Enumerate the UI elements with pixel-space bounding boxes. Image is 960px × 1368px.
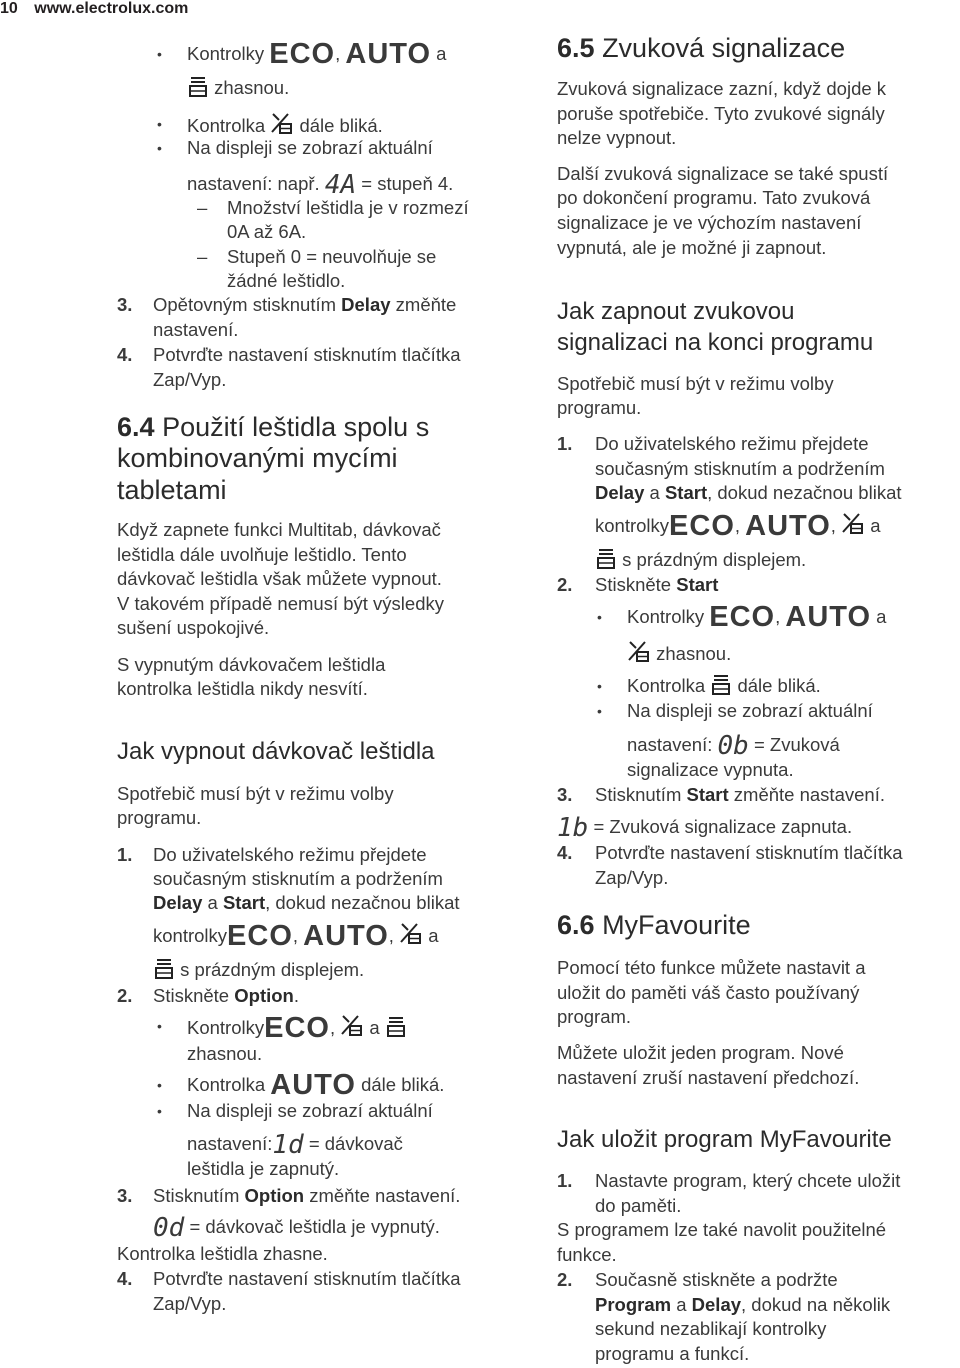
step-1-cont: s prázdným displejem.	[153, 958, 364, 983]
eco-icon: ECO	[269, 38, 336, 70]
paragraph: Zvuková signalizace zazní, když dojde k	[557, 78, 887, 99]
list-item: • Kontrolka dále bliká.	[627, 674, 821, 699]
paragraph: S programem lze také navolit použitelné	[557, 1219, 887, 1240]
list-item: zhasnou.	[627, 640, 731, 667]
section-heading-6-6: 6.6 MyFavourite	[557, 910, 751, 940]
list-item: – Množství leštidla je v rozmezí	[227, 196, 469, 221]
list-item: nastavení: 0b = Zvuková	[627, 731, 840, 761]
paragraph: Kontrolka leštidla zhasne.	[117, 1243, 328, 1264]
dish-icon	[153, 958, 175, 980]
paragraph: dávkovač leštidla však můžete vypnout.	[117, 568, 442, 589]
subheading-enable-sound-line2: signalizaci na konci programu	[557, 329, 874, 356]
auto-icon: AUTO	[345, 38, 432, 70]
paragraph: program.	[557, 1006, 632, 1027]
paragraph: programu.	[117, 807, 202, 828]
step-1-cont: Delay a Start, dokud nezačnou blikat	[153, 892, 460, 913]
step-1-cont: do paměti.	[595, 1195, 682, 1216]
step-1: 1. Do uživatelského režimu přejdete	[557, 433, 869, 454]
paragraph: nastavení zruší nastavení předchozí.	[557, 1067, 860, 1088]
section-heading-6-5: 6.5 Zvuková signalizace	[557, 33, 846, 63]
paragraph: kontrolka leštidla nikdy nesvítí.	[117, 678, 368, 699]
paragraph: Když zapnete funkci Multitab, dávkovač	[117, 519, 441, 540]
display-value: 1b	[557, 813, 589, 843]
step-4-cont: Zap/Vyp.	[153, 369, 227, 390]
display-value: 4A	[324, 170, 357, 200]
step-3: 3. Stisknutím Start změňte nastavení.	[557, 784, 885, 805]
eco-icon: ECO	[669, 510, 735, 542]
subheading-disable-rinse: Jak vypnout dávkovač leštidla	[117, 738, 435, 765]
dish-icon	[595, 548, 617, 570]
list-item: • Kontrolka dále bliká.	[187, 112, 383, 139]
paragraph: V takovém případě nemusí být výsledky	[117, 593, 444, 614]
list-item: • KontrolkyECO, a	[187, 1014, 407, 1041]
list-item: • Na displeji se zobrazí aktuální	[187, 136, 433, 161]
dish-icon	[187, 76, 209, 98]
section-heading-6-4-line2: kombinovanými mycími	[117, 443, 398, 473]
step-1-cont: Delay a Start, dokud nezačnou blikat	[595, 482, 902, 503]
step-2: 2. Stiskněte Option.	[117, 985, 299, 1006]
step-1-cont: kontrolkyECO, AUTO, a	[153, 920, 439, 952]
list-item: žádné leštidlo.	[227, 270, 346, 291]
step-2-cont: programu a funkcí.	[595, 1343, 750, 1364]
step-2: 2. Stiskněte Start	[557, 574, 719, 595]
list-item: zhasnou.	[187, 76, 289, 101]
paragraph: po dokončení programu. Tato zvuková	[557, 187, 871, 208]
auto-icon: AUTO	[303, 920, 389, 952]
list-item: • Na displeji se zobrazí aktuální	[627, 699, 873, 724]
auto-icon: AUTO	[270, 1069, 356, 1101]
step-3: 3. Stisknutím Option změňte nastavení.	[117, 1185, 461, 1206]
list-item: • Kontrolka AUTO dále bliká.	[187, 1073, 444, 1098]
step-1-cont: kontrolkyECO, AUTO, a	[595, 510, 881, 542]
display-value: 1d	[272, 1130, 304, 1160]
rinse-aid-icon	[627, 640, 651, 664]
dish-icon	[710, 674, 732, 696]
page-number: 10	[0, 0, 18, 17]
step-3-cont: nastavení.	[153, 319, 239, 340]
display-value: 0d	[153, 1213, 185, 1243]
paragraph: programu.	[557, 397, 642, 418]
page-header	[0, 0, 200, 18]
site-url: www.electrolux.com	[34, 0, 189, 17]
list-item: nastavení: např. 4A = stupeň 4.	[187, 170, 454, 200]
paragraph: leštidla dále uvolňuje leštidlo. Tento	[117, 544, 407, 565]
step-3: 3. Opětovným stisknutím Delay změňte	[117, 294, 457, 315]
step-3-cont: 0d = dávkovač leštidla je vypnutý.	[153, 1213, 440, 1243]
list-item: signalizace vypnuta.	[627, 759, 794, 780]
display-value: 0b	[717, 731, 749, 761]
step-4-cont: Zap/Vyp.	[153, 1293, 227, 1314]
subheading-enable-sound: Jak zapnout zvukovou	[557, 298, 795, 325]
paragraph: Spotřebič musí být v režimu volby	[117, 783, 394, 804]
list-item: 0A až 6A.	[227, 221, 307, 242]
step-2-cont: sekund nezablikají kontrolky	[595, 1318, 827, 1339]
step-1-cont: s prázdným displejem.	[595, 548, 806, 573]
step-4: 4. Potvrďte nastavení stisknutím tlačítka	[557, 842, 903, 863]
rinse-aid-icon	[340, 1014, 364, 1038]
step-4: 4. Potvrďte nastavení stisknutím tlačítka	[117, 344, 461, 365]
step-2-cont: Program a Delay, dokud na několik	[595, 1294, 891, 1315]
step-1-cont: současným stisknutím a podržením	[153, 868, 443, 889]
step-1: 1. Nastavte program, který chcete uložit	[557, 1170, 901, 1191]
paragraph: Další zvuková signalizace se také spustí	[557, 163, 889, 184]
list-item: zhasnou.	[187, 1043, 263, 1064]
list-item: • Kontrolky ECO, AUTO a	[187, 42, 446, 67]
step-3-cont: 1b = Zvuková signalizace zapnuta.	[557, 813, 853, 843]
step-1: 1. Do uživatelského režimu přejdete	[117, 844, 427, 865]
paragraph: sušení uspokojivé.	[117, 617, 270, 638]
step-2: 2. Současně stiskněte a podržte	[557, 1269, 838, 1290]
rinse-aid-icon	[841, 512, 865, 536]
section-heading-6-4: 6.4 Použití leštidla spolu s	[117, 412, 430, 442]
step-1-cont: současným stisknutím a podržením	[595, 458, 885, 479]
eco-icon: ECO	[709, 601, 776, 633]
paragraph: nelze vypnout.	[557, 127, 677, 148]
step-4-cont: Zap/Vyp.	[595, 867, 669, 888]
paragraph: signalizace je ve výchozím nastavení	[557, 212, 862, 233]
paragraph: funkce.	[557, 1244, 617, 1265]
rinse-aid-icon	[399, 922, 423, 946]
paragraph: uložit do paměti váš často používaný	[557, 982, 860, 1003]
paragraph: vypnutá, ale je možné ji zapnout.	[557, 237, 827, 258]
paragraph: Můžete uložit jeden program. Nové	[557, 1042, 844, 1063]
eco-icon: ECO	[264, 1012, 330, 1044]
subheading-save-favourite: Jak uložit program MyFavourite	[557, 1126, 892, 1153]
paragraph: poruše spotřebiče. Tyto zvukové signály	[557, 103, 885, 124]
list-item: • Kontrolky ECO, AUTO a	[627, 605, 886, 630]
dish-icon	[385, 1016, 407, 1038]
list-item: nastavení:1d = dávkovač	[187, 1130, 403, 1160]
list-item: leštidla je zapnutý.	[187, 1158, 340, 1179]
section-heading-6-4-line3: tabletami	[117, 475, 227, 505]
rinse-aid-icon	[270, 112, 294, 136]
step-4: 4. Potvrďte nastavení stisknutím tlačítka	[117, 1268, 461, 1289]
paragraph: Spotřebič musí být v režimu volby	[557, 373, 834, 394]
paragraph: S vypnutým dávkovačem leštidla	[117, 654, 386, 675]
eco-icon: ECO	[227, 920, 293, 952]
list-item: – Stupeň 0 = neuvolňuje se	[227, 245, 436, 270]
auto-icon: AUTO	[785, 601, 872, 633]
list-item: • Na displeji se zobrazí aktuální	[187, 1099, 433, 1124]
paragraph: Pomocí této funkce můžete nastavit a	[557, 957, 866, 978]
auto-icon: AUTO	[745, 510, 831, 542]
